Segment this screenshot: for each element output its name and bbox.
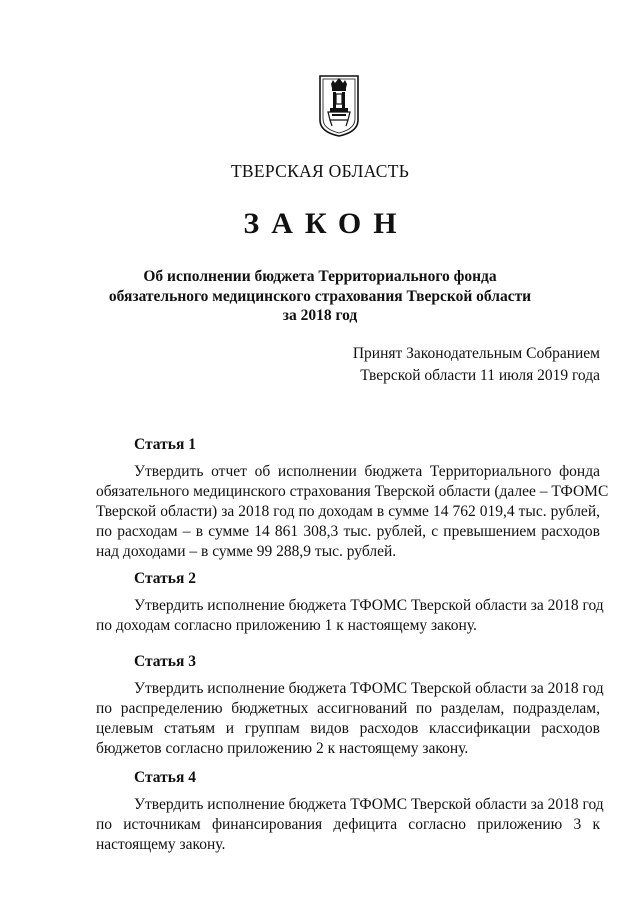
article-body: [96, 795, 604, 855]
article-3: [96, 653, 604, 759]
article-line: целевым статьям и группам видов расходов классификации расходов: [96, 720, 600, 737]
article-line: Утвердить отчет об исполнении бюджета Территориального фонда: [134, 463, 600, 480]
article-title: Статья 3: [134, 653, 196, 670]
subtitle-line: обязательного медицинского страхования Тверской области: [108, 287, 532, 305]
article-line: Утвердить исполнение бюджета ТФОМС Тверской области за 2018 год: [134, 597, 604, 614]
article-2: [96, 570, 604, 636]
subtitle-line: за 2018 год: [282, 307, 358, 324]
adoption-note: [330, 343, 600, 387]
article-line: по распределению бюджетных ассигнований по разделам, подразделам,: [96, 700, 600, 717]
article-title: Статья 1: [134, 436, 196, 453]
article-line: Утвердить исполнение бюджета ТФОМС Тверской области за 2018 год: [134, 680, 604, 697]
article-line: по доходам согласно приложению 1 к настоящему закону.: [96, 617, 477, 634]
article-body: [96, 462, 609, 562]
article-title: Статья 2: [134, 570, 196, 587]
article-body: [96, 596, 604, 636]
subtitle-line: Об исполнении бюджета Территориального фонда: [143, 268, 497, 285]
article-line: Тверской области) за 2018 год по доходам в сумме 14 762 019,4 тыс. рублей,: [96, 503, 600, 520]
article-body: [96, 679, 604, 759]
adoption-line: Принят Законодательным Собранием: [352, 345, 600, 362]
article-line: Утвердить исполнение бюджета ТФОМС Тверской области за 2018 год: [134, 796, 604, 813]
document-type-title: ЗАКОН: [243, 207, 409, 240]
article-4: [96, 769, 604, 855]
article-line: настоящему закону.: [96, 836, 226, 853]
adoption-line: Тверской области 11 июля 2019 года: [360, 367, 600, 384]
article-line: бюджетов согласно приложению 2 к настоящему закону.: [96, 740, 469, 757]
article-line: по источникам финансирования дефицита согласно приложению 3 к: [96, 816, 600, 833]
article-line: над доходами – в сумме 99 288,9 тыс. рублей.: [96, 543, 397, 560]
law-subtitle: [0, 267, 640, 326]
region-name: ТВЕРСКАЯ ОБЛАСТЬ: [230, 161, 410, 181]
article-1: [96, 436, 609, 562]
article-title: Статья 4: [134, 769, 196, 786]
article-line: обязательного медицинского страхования Тверской области (далее – ТФОМС: [96, 483, 609, 500]
tver-coat-of-arms-icon: [318, 70, 360, 138]
article-line: по расходам – в сумме 14 861 308,3 тыс. рублей, с превышением расходов: [96, 523, 600, 540]
